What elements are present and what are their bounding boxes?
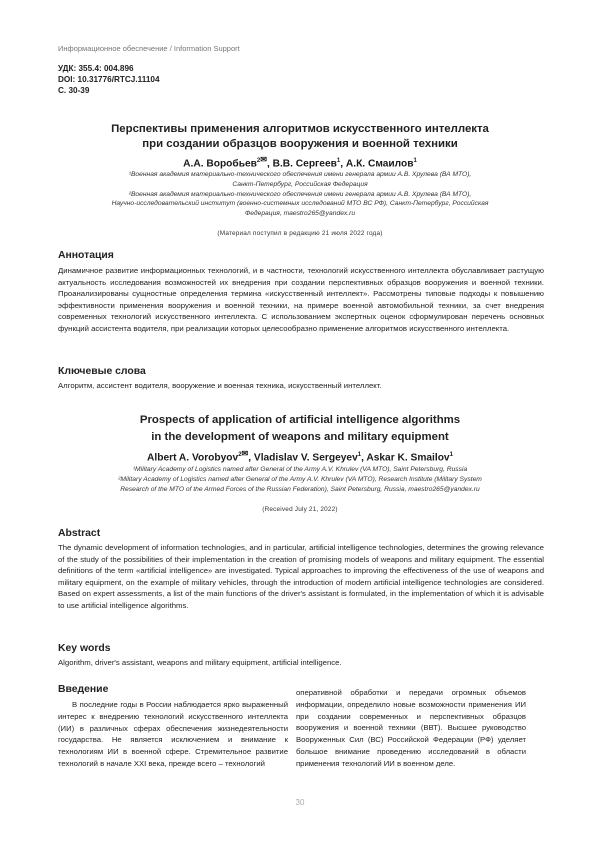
author-3-affil: 1	[413, 158, 417, 164]
author-3-en-affil: 1	[449, 452, 453, 458]
author-1-en-affil: 2	[238, 452, 242, 458]
abstract-text-en: The dynamic development of information technologies, and in particular, artificial intelligence technologies, determines the growing relevance of the study of the possibilities of their implementation in the creation of promising models of weapons and military equipment. The essential definitions of the term «artificial intelligence» are investigated. Typical approaches to improving the effectiveness of the use of weapons and military equipment, on the example of military vehicles, through the introduction of modern artificial intelligence technologies are considered. Based on expert assessments, a list of the main functions of the driver's assistant is formulated, in the implementation of which it is advisable to use artificial intelligence algorithms.	[58, 543, 544, 610]
title-en-line2: in the development of weapons and military equipment	[151, 431, 449, 443]
author-3: , А.К. Смаилов	[340, 158, 414, 170]
received-date-ru: (Материал поступил в редакцию 21 июля 2022 года)	[217, 230, 383, 237]
page-number: 30	[295, 798, 305, 807]
affiliation-ru-1a: ¹Военная академия материально-технического обеспечения имени генерала армии А.В. Хрулева (ВА МТО),	[128, 171, 472, 178]
abstract-heading-en: Abstract	[58, 528, 101, 539]
keywords-heading-ru: Ключевые слова	[58, 366, 146, 377]
author-2-affil: 1	[336, 158, 341, 164]
udk-code: УДК: 355.4: 004.896	[58, 64, 134, 73]
affiliation-en-1: ¹Military Academy of Logistics named after General of the Army A.V. Khrulev (VA MTO), Saint Petersburg, Russia	[132, 466, 468, 473]
abstract-text-ru: Динамичное развитие информационных технологий, и в частности, технологий искусственного интеллекта обуславливает растущую актуальность исследования возможностей их внедрения при создании перспективных образцов вооружения и военной техники. Проанализированы сущностные определения термина «искусственный интеллект». Рассмотрены типовые подходы к повышению эффективности применения вооружения и военной техники, на примере военной автомобильной техники, за счет внедрения современных технологий искусственного интеллекта. С использованием экспертных оценок сформулирован перечень основных функций ассистента водителя, при реализации которых целесообразно применение алгоритмов искусственного интеллекта.	[58, 266, 544, 333]
intro-column-left: В последние годы в России наблюдается ярко выраженный интерес к внедрению технологий искусственного интеллекта (ИИ) в различных сферах обеспечения жизнедеятельности государства. Не является исключением и внимание к технологиям ИИ в военной сфере. Стремительное развитие технологий в начале XXI века, прежде всего – технологий	[58, 700, 288, 768]
journal-section-header: Информационное обеспечение / Information Support	[58, 44, 240, 53]
affiliations-ru	[40, 170, 560, 219]
affiliation-ru-2a: ²Военная академия материально-технического обеспечения имени генерала армии А.В. Хрулева (ВА МТО),	[128, 190, 472, 198]
keywords-text-en: Algorithm, driver's assistant, weapons and military equipment, artificial intelligence.	[58, 658, 342, 667]
author-1-en: Albert A. Vorobyov	[147, 452, 239, 464]
affiliation-ru-1b: Санкт-Петербург, Российская Федерация	[232, 180, 368, 188]
title-en-line1: Prospects of application of artificial intelligence algorithms	[139, 414, 461, 426]
author-2: , В.В. Сергеев	[266, 158, 337, 170]
affiliation-en-2a: ²Military Academy of Logistics named after General of the Army A.V. Khrulev (VA MTO), Research Institute (Military System	[118, 475, 482, 483]
title-ru-line2: при создании образцов вооружения и военной техники	[142, 138, 458, 150]
author-1: А.А. Воробьев	[183, 158, 257, 170]
abstract-heading-ru: Аннотация	[58, 250, 114, 261]
title-ru-line1: Перспективы применения алгоритмов искусственного интеллекта	[111, 123, 489, 135]
keywords-heading-en: Key words	[58, 643, 111, 654]
affiliation-ru-2c: Федерация, maestro265@yandex.ru	[244, 210, 356, 218]
authors-en: Albert A. Vorobyov$^2$✉, Vladislav V. Sergeyev$^1$, Askar K. Smailov$^1$	[147, 449, 453, 464]
authors-ru: А.А. Воробьев$^2$✉, В.В. Сергеев$^1$, А.К. Смаилов$^1$	[183, 155, 417, 170]
affiliation-en-2b: Research of the MTO of the Armed Forces of the Russian Federation), Saint Petersburg, Russia, maestro265@yandex.ru	[120, 485, 480, 493]
affiliations-en	[40, 465, 560, 494]
author-3-en: , Askar K. Smailov	[361, 452, 450, 464]
intro-heading: Введение	[58, 684, 109, 695]
affiliation-ru-2b: Научно-исследовательский институт (военно-системных исследований МТО ВС РФ), Санкт-Петербург, Российская	[111, 200, 489, 208]
received-date-en: (Received July 21, 2022)	[262, 506, 338, 513]
author-1-affil: 2	[256, 158, 261, 164]
author-2-en: , Vladislav V. Sergeyev	[248, 452, 358, 464]
intro-column-right: оперативной обработки и передачи огромных объемов информации, определило новые возможности применения ИИ при создании современных и перспективных образцов вооружения и военной техники (ВВТ). Высшее руководство Вооруженных Сил (ВС) Российской Федерации (РФ) уделяет большое внимание проведению исследований в области применения технологий ИИ в военном деле.	[296, 688, 526, 768]
author-2-en-affil: 1	[357, 452, 362, 458]
page-range: С. 30-39	[58, 86, 90, 95]
keywords-text-ru: Алгоритм, ассистент водителя, вооружение и военная техника, искусственный интеллект.	[58, 381, 382, 390]
doi: DOI: 10.31776/RTCJ.11104	[58, 75, 160, 84]
